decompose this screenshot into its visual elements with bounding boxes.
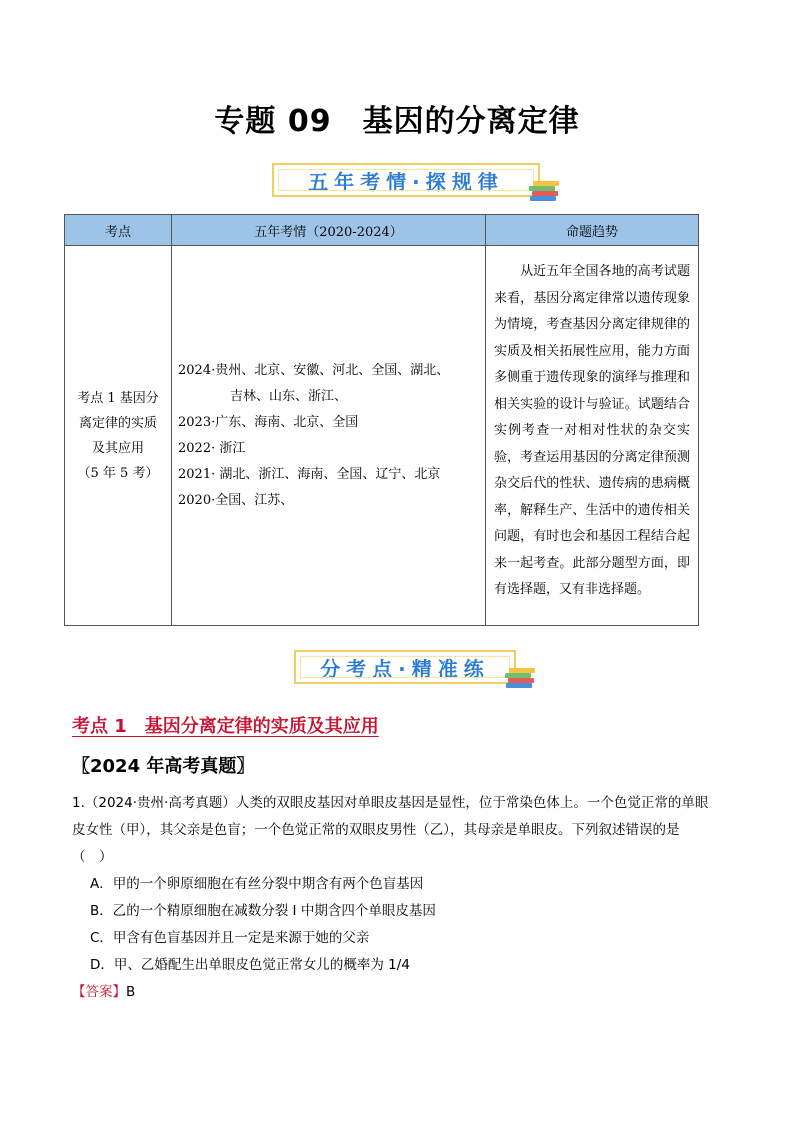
trend-cell bbox=[486, 246, 699, 626]
year-provinces-cont: 吉林、山东、浙江、 bbox=[230, 388, 348, 404]
answer-label: 【答案】 bbox=[72, 984, 126, 1000]
books-icon bbox=[506, 666, 532, 688]
year-label: 2024· bbox=[178, 362, 216, 378]
year-label: 2022· bbox=[178, 440, 216, 456]
page-title: 专题 09 基因的分离定律 bbox=[214, 104, 580, 139]
trend-text: 从近五年全国各地的高考试题来看，基因分离定律常以遗传现象为情境，考查基因分离定律规律的实质及相关拓展性应用，能力方面多侧重于遗传现象的演绎与推理和相关实验的设计与验证。试题结合实例考查一对相对性状的杂交实验，考查运用基因的分离定律预测杂交后代的性状、遗传病的患病概率，解释生产、生活中的遗传相关问题，有时也会和基因工程结合起来一起考查。此部分题型方面，即有选择题，又有非选择题。 bbox=[494, 264, 690, 598]
question-stem: 1.（2024·贵州·高考真题）人类的双眼皮基因对单眼皮基因是显性，位于常染色体上。一个色觉正常的单眼皮女性（甲），其父亲是色盲；一个色觉正常的双眼皮男性（乙），其母亲是单眼皮。下列叙述错误的是（ ） bbox=[72, 795, 709, 865]
answer-value: B bbox=[126, 984, 136, 1000]
year-provinces: 贵州、北京、安徽、河北、全国、湖北、 bbox=[215, 362, 450, 378]
option-b: B．乙的一个精原细胞在减数分裂 I 中期含四个单眼皮基因 bbox=[90, 903, 436, 919]
table-header-row bbox=[65, 215, 699, 246]
header-trend: 命题趋势 bbox=[486, 215, 699, 246]
option-a: A．甲的一个卵原细胞在有丝分裂中期含有两个色盲基因 bbox=[90, 876, 424, 892]
section-title: 考点 1 基因分离定律的实质及其应用 bbox=[72, 716, 379, 737]
banner-practice bbox=[294, 650, 516, 684]
answer bbox=[72, 979, 712, 1006]
year-row-2023 bbox=[178, 410, 484, 436]
topic-line: 离定律的实质 bbox=[78, 415, 157, 431]
books-icon bbox=[530, 179, 556, 201]
banner-practice-label: 分考点·精准练 bbox=[320, 656, 490, 681]
year-row-2024 bbox=[178, 358, 484, 410]
years-cell bbox=[172, 246, 486, 626]
banner-five-year bbox=[272, 163, 540, 197]
topic-line: 及其应用 bbox=[91, 440, 144, 456]
year-label: 2020· bbox=[178, 492, 216, 508]
banner-five-year-label: 五年考情·探规律 bbox=[308, 169, 504, 194]
year-label: 2023· bbox=[178, 414, 216, 430]
topic-line: （5 年 5 考） bbox=[77, 465, 159, 481]
header-five-year: 五年考情（2020-2024） bbox=[172, 215, 486, 246]
sub-title: 〖2024 年高考真题〗 bbox=[72, 756, 255, 777]
year-row-2022 bbox=[178, 436, 484, 462]
topic-cell bbox=[65, 246, 172, 626]
year-provinces: 浙江 bbox=[215, 440, 246, 456]
header-topic: 考点 bbox=[65, 215, 172, 246]
year-provinces: 广东、海南、北京、全国 bbox=[215, 414, 359, 430]
table-row bbox=[65, 246, 699, 626]
option-c: C．甲含有色盲基因并且一定是来源于她的父亲 bbox=[90, 930, 370, 946]
option-d: D．甲、乙婚配生出单眼皮色觉正常女儿的概率为 1/4 bbox=[90, 957, 410, 973]
year-label: 2021· bbox=[178, 466, 216, 482]
year-row-2021 bbox=[178, 462, 484, 488]
topic-line: 考点 1 基因分 bbox=[77, 390, 159, 406]
year-provinces: 湖北、浙江、海南、全国、辽宁、北京 bbox=[215, 466, 441, 482]
exam-trend-table bbox=[64, 214, 699, 626]
year-row-2020 bbox=[178, 488, 484, 514]
year-provinces: 全国、江苏、 bbox=[215, 492, 294, 508]
question-1 bbox=[72, 790, 712, 1006]
